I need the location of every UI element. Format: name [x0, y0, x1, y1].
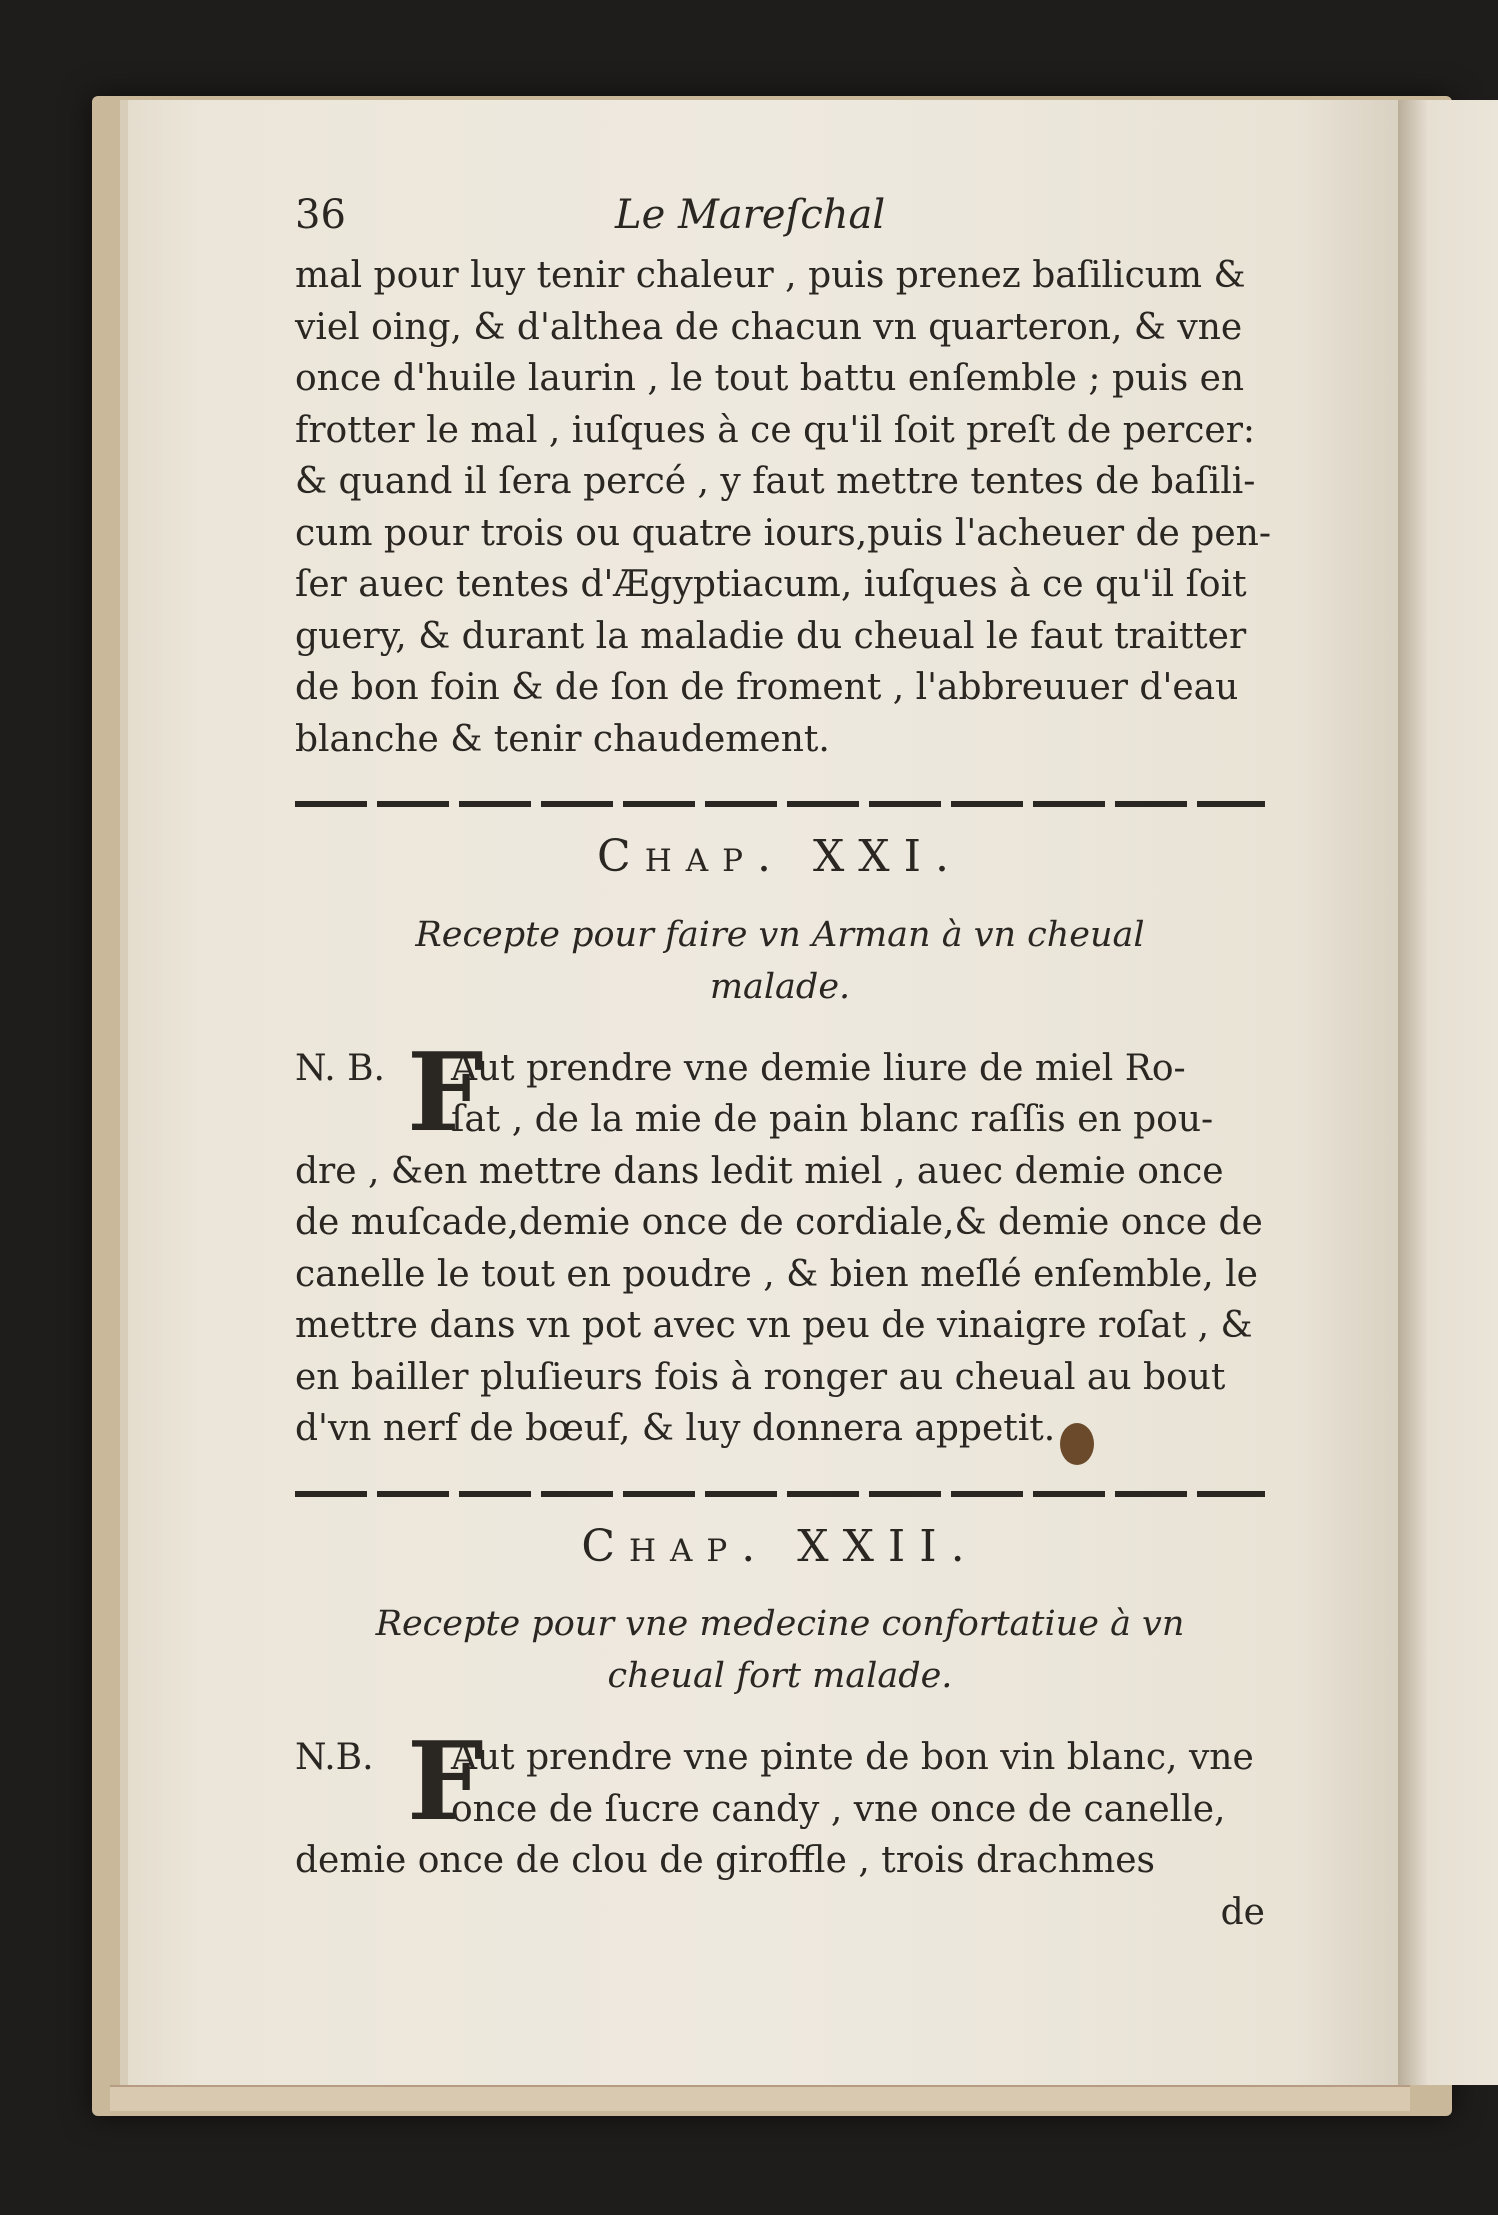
text-line: canelle le tout en poudre , & bien meſlé enſemble, le — [295, 1253, 1258, 1295]
drop-cap-letter: F — [407, 1029, 484, 1156]
chapter-22-body — [295, 1719, 1265, 1938]
text-line: & quand il ſera percé , y faut mettre tentes de baſili- — [295, 461, 1256, 502]
page-header — [295, 190, 1265, 250]
text-line: en bailler pluſieurs fois à ronger au cheual au bout — [295, 1356, 1226, 1398]
title-line: Recepte pour faire vn Arman à vn cheual — [415, 914, 1145, 955]
running-head: Le Mareſchal — [615, 192, 886, 238]
page-bottom-edge — [110, 2085, 1410, 2111]
title-line: Recepte pour vne medecine confortatiue à vn — [375, 1604, 1185, 1644]
text-line: Aut prendre vne demie liure de miel Ro- — [451, 1047, 1186, 1089]
text-line: mal pour luy tenir chaleur , puis prenez baſilicum & — [295, 255, 1246, 296]
page-number: 36 — [295, 192, 346, 238]
chapter-21-body — [295, 1029, 1265, 1455]
chapter-22-heading: Chap. XXII. — [581, 1520, 979, 1572]
ornamental-rule — [295, 801, 1265, 807]
drop-cap-letter: F — [407, 1719, 484, 1845]
catchword: de — [1220, 1891, 1265, 1933]
text-line: ſat , de la mie de pain blanc raſſis en pou- — [451, 1099, 1214, 1140]
chapter-21-heading: Chap. XXI. — [597, 831, 963, 882]
text-line: guery, & durant la maladie du cheual le faut traitter — [295, 615, 1247, 657]
text-line: viel oing, & d'althea de chacun vn quarteron, & vne — [295, 306, 1243, 348]
text-line: cum pour trois ou quatre iours,puis l'acheuer de pen- — [295, 512, 1272, 554]
ink-stain — [1060, 1423, 1094, 1465]
text-line: de bon foin & de ſon de froment , l'abbreuuer d'eau — [295, 667, 1239, 708]
text-line: demie once de clou de giroffle , trois drachmes — [295, 1840, 1156, 1881]
title-line: cheual fort malade. — [607, 1656, 953, 1696]
text-line: d'vn nerf de bœuf, & luy donnera appetit. — [295, 1408, 1056, 1449]
intro-paragraph — [295, 250, 1272, 765]
ornamental-rule — [295, 1491, 1265, 1497]
text-line: mettre dans vn pot avec vn peu de vinaigre roſat , & — [295, 1305, 1253, 1346]
text-line: frotter le mal , iuſques à ce qu'il ſoit preſt de percer: — [295, 409, 1256, 451]
facing-page-edge — [1398, 100, 1498, 2085]
nota-bene-marker: N.B. — [295, 1737, 374, 1778]
text-line: Aut prendre vne pinte de bon vin blanc, vne — [451, 1737, 1254, 1778]
chapter-22-title — [295, 1598, 1265, 1702]
title-line: malade. — [709, 966, 851, 1007]
chapter-21-title — [295, 909, 1265, 1013]
text-line: dre , &en mettre dans ledit miel , auec demie once — [295, 1150, 1224, 1192]
text-line: once de ſucre candy , vne once de canelle, — [451, 1788, 1226, 1830]
text-line: ſer auec tentes d'Ægyptiacum, iuſques à ce qu'il ſoit — [295, 564, 1247, 605]
page-content — [295, 190, 1272, 1938]
text-line: once d'huile laurin , le tout battu enſemble ; puis en — [295, 358, 1245, 399]
nota-bene-marker: N. B. — [295, 1047, 385, 1089]
text-line: de muſcade,demie once de cordiale,& demie once de — [295, 1202, 1263, 1243]
text-line: blanche & tenir chaudement. — [295, 718, 830, 760]
